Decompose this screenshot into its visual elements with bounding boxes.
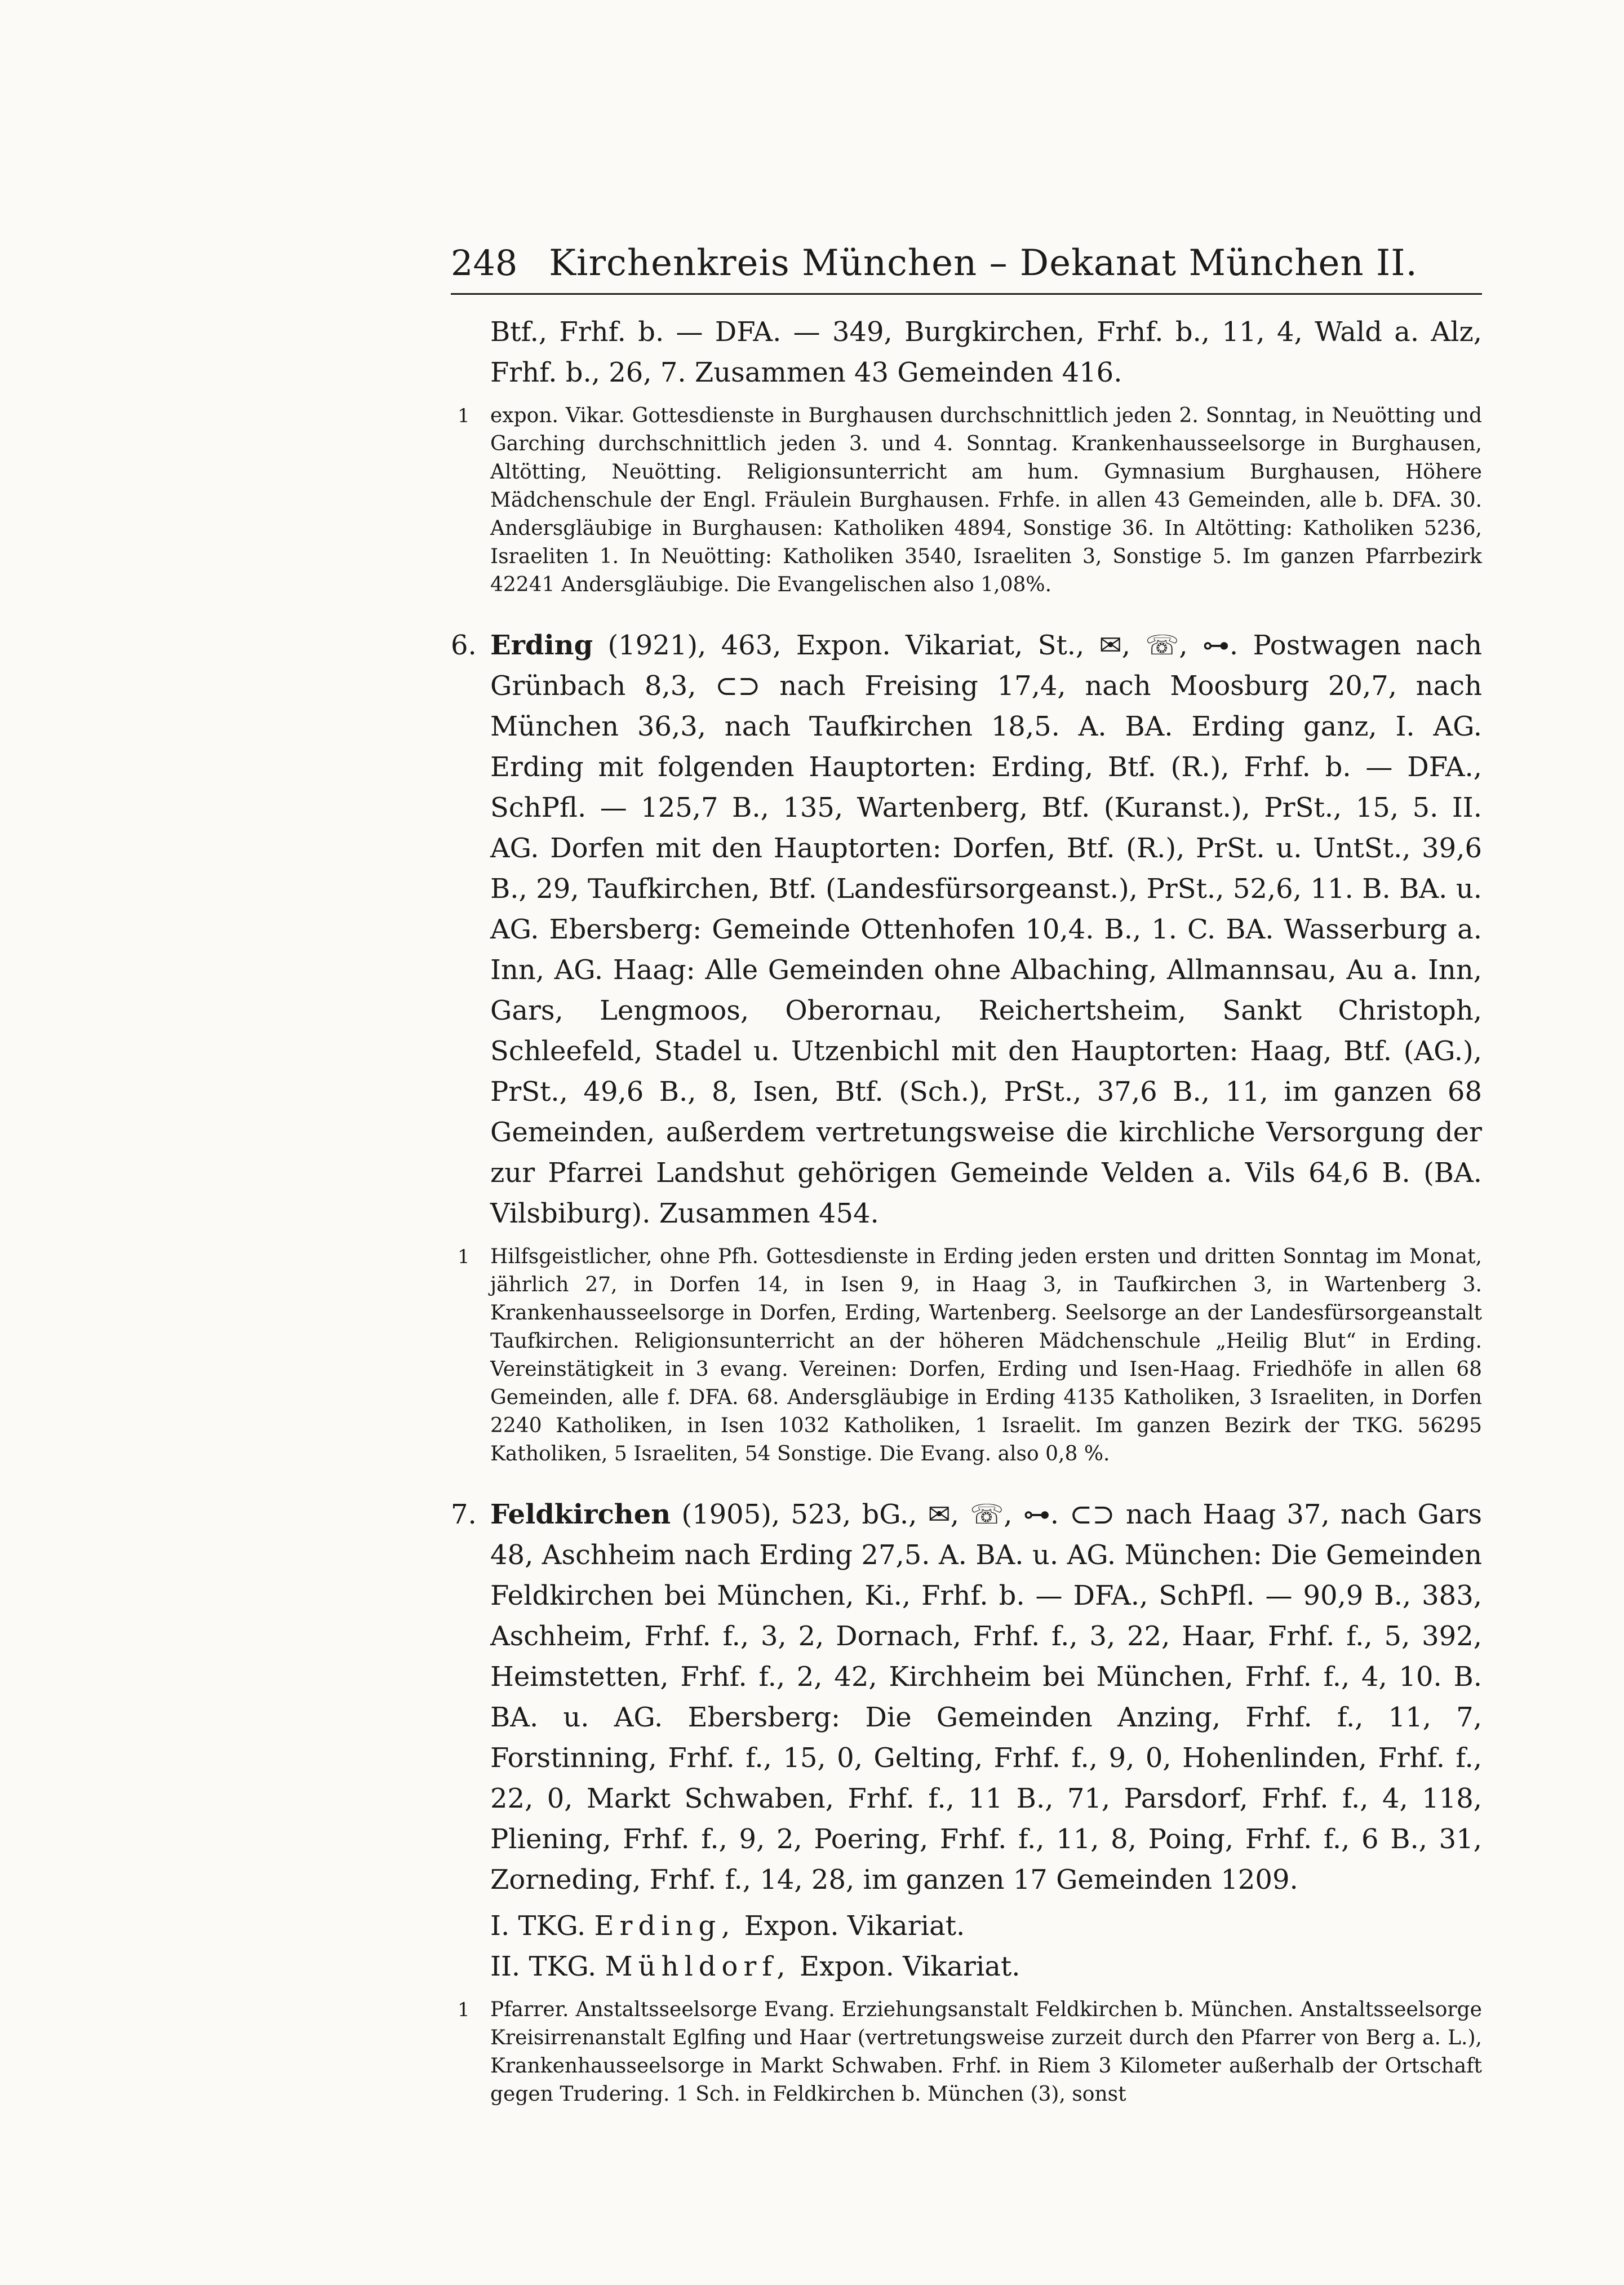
sub-line-muehldorf — [451, 1946, 1482, 1987]
sub-rest: Expon. Vikariat. — [799, 1951, 1020, 1982]
entry-number: 6. — [451, 630, 477, 661]
entry-text: (1921), 463, Expon. Vikariat, St., ✉, ☏, ⊶. Postwagen nach Grünbach 8,3, ⊂⊃ nach Freising 17,4, nach Moosburg 20,7, nach München 36,3, nach Taufkirchen 18,5. A. BA. Erding ganz, I. AG. Erding mit folgenden Hauptorten: Erding, Btf. (R.), Frhf. b. — DFA., SchPfl. — 125,7 B., 135, Wartenberg, Btf. (Kuranst.), PrSt., 15, 5. II. AG. Dorfen mit den Hauptorten: Dorfen, Btf. (R.), PrSt. u. UntSt., 39,6 B., 29, Taufkirchen, Btf. (Landesfürsorgeanst.), PrSt., 52,6, 11. B. BA. u. AG. Ebersberg: Gemeinde Ottenhofen 10,4. B., 1. C. BA. Wasserburg a. Inn, AG. Haag: Alle Gemeinden ohne Albaching, Allmannsau, Au a. Inn, Gars, Lengmoos, Oberornau, Reichertsheim, Sankt Christoph, Schleefeld, Stadel u. Utzenbichl mit den Hauptorten: Haag, Btf. (AG.), PrSt., 49,6 B., 8, Isen, Btf. (Sch.), PrSt., 37,6 B., 11, im ganzen 68 Gemeinden, außerdem vertretungsweise die kirchliche Versorgung der zur Pfarrei Landshut gehörigen Gemeinde Velden a. Vils 64,6 B. (BA. Vilsbiburg). Zusammen 454. — [490, 630, 1482, 1229]
entry-text: (1905), 523, bG., ✉, ☏, ⊶. ⊂⊃ nach Haag 37, nach Gars 48, Aschheim nach Erding 27,5. A. BA. u. AG. München: Die Gemeinden Feldkirchen bei München, Ki., Frhf. b. — DFA., SchPfl. — 90,9 B., 383, Aschheim, Frhf. f., 3, 2, Dornach, Frhf. f., 3, 22, Haar, Frhf. f., 5, 392, Heimstetten, Frhf. f., 2, 42, Kirchheim bei München, Frhf. f., 4, 10. B. BA. u. AG. Ebersberg: Die Gemeinden Anzing, Frhf. f., 11, 7, Forstinning, Frhf. f., 15, 0, Gelting, Frhf. f., 9, 0, Hohenlinden, Frhf. f., 22, 0, Markt Schwaben, Frhf. f., 11 B., 71, Parsdorf, Frhf. f., 4, 118, Pliening, Frhf. f., 9, 2, Poering, Frhf. f., 11, 8, Poing, Frhf. f., 6 B., 31, Zorneding, Frhf. f., 14, 28, im ganzen 17 Gemeinden 1209. — [490, 1499, 1482, 1896]
sub-place: Mühldorf, — [605, 1951, 791, 1982]
entry-name: Feldkirchen — [490, 1499, 671, 1530]
sub-line-erding — [451, 1906, 1482, 1946]
sub-prefix: II. TKG. — [490, 1951, 597, 1982]
entry-feldkirchen-footnote — [451, 1996, 1482, 2109]
entry-feldkirchen — [451, 1494, 1482, 1900]
footnote-mark: 1 — [458, 1246, 470, 1268]
document-page — [451, 242, 1482, 2109]
footnote-text: Hilfsgeistlicher, ohne Pfh. Gottesdienste in Erding jeden ersten und dritten Sonntag im Monat, jährlich 27, in Dorfen 14, in Isen 9, in Haag 3, in Taufkirchen 3, in Wartenberg 3. Krankenhausseelsorge in Dorfen, Erding, Wartenberg. Seelsorge an der Landesfürsorgeanstalt Taufkirchen. Religionsunterricht an der höheren Mädchenschule „Heilig Blut“ in Erding. Vereinstätigkeit in 3 evang. Vereinen: Dorfen, Erding und Isen-Haag. Friedhöfe in allen 68 Gemeinden, alle f. DFA. 68. Andersgläubige in Erding 4135 Katholiken, 3 Israeliten, in Dorfen 2240 Katholiken, in Isen 1032 Katholiken, 1 Israelit. Im ganzen Bezirk der TKG. 56295 Katholiken, 5 Israeliten, 54 Sonstige. Die Evang. also 0,8 %. — [490, 1245, 1482, 1465]
continuation-paragraph: Btf., Frhf. b. — DFA. — 349, Burgkirchen, Frhf. b., 11, 4, Wald a. Alz, Frhf. b., 26, 7. Zusammen 43 Gemeinden 416. — [490, 316, 1482, 388]
entry-erding — [451, 625, 1482, 1234]
footnote-text: Pfarrer. Anstaltsseelsorge Evang. Erziehungsanstalt Feldkirchen b. München. Anstaltsseelsorge Kreisirrenanstalt Eglfing und Haar (vertretungsweise zurzeit durch den Pfarrer von Berg a. L.), Krankenhausseelsorge in Markt Schwaben. Frhf. in Riem 3 Kilometer außerhalb der Ortschaft gegen Trudering. 1 Sch. in Feldkirchen b. München (3), sonst — [490, 1998, 1482, 2106]
footnote-mark: 1 — [458, 405, 470, 427]
sub-rest: Expon. Vikariat. — [744, 1910, 965, 1942]
continuation-footnote — [451, 402, 1482, 599]
entry-name: Erding — [490, 630, 593, 661]
running-title: Kirchenkreis München – Dekanat München II. — [549, 242, 1418, 284]
page-header — [451, 242, 1482, 295]
sub-prefix: I. TKG. — [490, 1910, 586, 1942]
entry-number: 7. — [451, 1499, 477, 1530]
entry-erding-footnote — [451, 1243, 1482, 1468]
footnote-mark: 1 — [458, 1999, 470, 2021]
footnote-text: expon. Vikar. Gottesdienste in Burghausen durchschnittlich jeden 2. Sonntag, in Neuötting und Garching durchschnittlich jeden 3. und 4. Sonntag. Krankenhausseelsorge in Burghausen, Altötting, Neuötting. Religionsunterricht am hum. Gymnasium Burghausen, Höhere Mädchenschule der Engl. Fräulein Burghausen. Frhfe. in allen 43 Gemeinden, alle b. DFA. 30. Andersgläubige in Burghausen: Katholiken 4894, Sonstige 36. In Altötting: Katholiken 5236, Israeliten 1. In Neuötting: Katholiken 3540, Israeliten 3, Sonstige 5. Im ganzen Pfarrbezirk 42241 Andersgläubige. Die Evangelischen also 1,08%. — [490, 404, 1482, 596]
page-number: 248 — [451, 242, 518, 284]
sub-place: Erding, — [594, 1910, 736, 1942]
